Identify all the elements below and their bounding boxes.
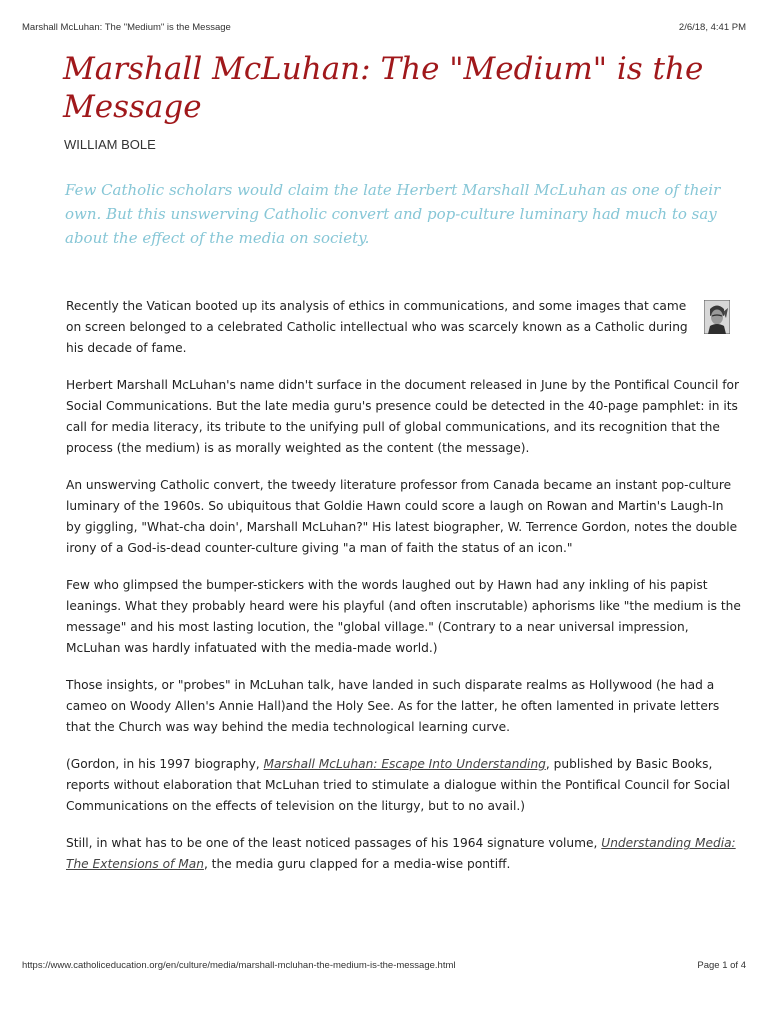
paragraph-7-text-before: Still, in what has to be one of the least noticed passages of his 1964 signature volume, [66,836,602,850]
paragraph-6 [66,754,742,817]
print-footer [22,960,746,971]
paragraph-2: Herbert Marshall McLuhan's name didn't surface in the document released in June by the Pontifical Council for Social Communications. But the late media guru's presence could be detected in the 40-page pamphlet: in its call for media literacy, its tribute to the unifying pull of global communications, and its recognition that the process (the medium) is as morally weighted as the content (the message). [66,378,739,455]
article-lead: Few Catholic scholars would claim the late Herbert Marshall McLuhan as one of their own. But this unswerving Catholic convert and pop-culture luminary had much to say about the effect of the media on society. [65,181,721,247]
header-datetime: 2/6/18, 4:41 PM [678,22,746,33]
paragraph-7 [66,833,742,875]
article-title: Marshall McLuhan: The "Medium" is the Message [63,51,704,125]
paragraph-6-text-after: , published by Basic Books, reports without elaboration that McLuhan tried to stimulate a dialogue within the Pontifical Council for Social Communications on the effects of television on the liturgy, but to no avail.) [66,757,731,813]
paragraph-7-text-after: , the media guru clapped for a media-wise pontiff. [203,857,511,871]
footer-page-number: Page 1 of 4 [697,960,746,971]
paragraph-4: Few who glimpsed the bumper-stickers with the words laughed out by Hawn had any inkling of his papist leanings. What they probably heard were his playful (and often inscrutable) aphorisms like "the medium is the message" and his most lasting locution, the "global village." (Contrary to a near universal impression, McLuhan was hardly infatuated with the media-made world.) [66,578,741,655]
footer-url: https://www.catholiceducation.org/en/culture/media/marshall-mcluhan-the-medium-is-the-message.html [22,960,456,971]
article-author: WILLIAM BOLE [64,137,156,152]
paragraph-1: Recently the Vatican booted up its analysis of ethics in communications, and some images that came on screen belonged to a celebrated Catholic intellectual who was scarcely known as a Catholic during his decade of fame. [66,299,688,355]
escape-into-understanding-link[interactable]: Marshall McLuhan: Escape Into Understanding [263,757,546,771]
mcluhan-portrait-image [704,300,730,334]
understanding-media-link[interactable]: Understanding Media: The Extensions of Man [66,836,736,871]
article-body [66,296,742,891]
paragraph-3: An unswerving Catholic convert, the tweedy literature professor from Canada became an instant pop-culture luminary of the 1960s. So ubiquitous that Goldie Hawn could score a laugh on Rowan and Martin's Laugh-In by giggling, "What-cha doin', Marshall McLuhan?" His latest biographer, W. Terrence Gordon, notes the double irony of a God-is-dead counter-culture giving "a man of faith the status of an icon." [66,478,738,555]
header-doc-title: Marshall McLuhan: The "Medium" is the Message [22,22,231,33]
print-header [22,22,746,33]
paragraph-5: Those insights, or "probes" in McLuhan talk, have landed in such disparate realms as Hollywood (he had a cameo on Woody Allen's Annie Hall)and the Holy See. As for the latter, he often lamented in private letters that the Church was way behind the media technological learning curve. [66,678,720,734]
paragraph-6-text-before: (Gordon, in his 1997 biography, [66,757,264,771]
